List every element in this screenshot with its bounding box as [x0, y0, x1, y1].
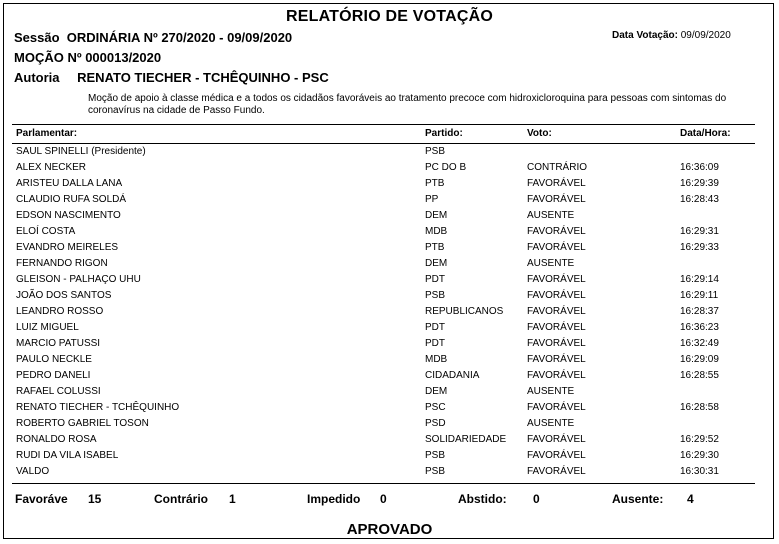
session-value: ORDINÁRIA Nº 270/2020 - 09/09/2020 — [66, 30, 293, 45]
cell-partido: PC DO B — [425, 162, 467, 173]
header-voto: Voto: — [527, 128, 552, 139]
authorship-label: Autoria — [14, 70, 60, 85]
total-favoravel-value: 15 — [88, 492, 102, 506]
header-bottom-rule — [12, 143, 755, 144]
cell-partido: PSB — [425, 290, 446, 301]
cell-partido: PTB — [425, 178, 445, 189]
cell-parlamentar: RAFAEL COLUSSI — [16, 386, 101, 397]
cell-parlamentar: ELOÍ COSTA — [16, 226, 76, 237]
cell-hora: 16:28:58 — [680, 402, 719, 413]
cell-parlamentar: RUDI DA VILA ISABEL — [16, 450, 119, 461]
table-row — [0, 242, 779, 258]
cell-hora: 16:36:23 — [680, 322, 719, 333]
cell-hora: 16:29:33 — [680, 242, 719, 253]
cell-voto: FAVORÁVEL — [527, 402, 586, 413]
cell-partido: PTB — [425, 242, 445, 253]
cell-hora: 16:29:30 — [680, 450, 719, 461]
table-row — [0, 226, 779, 242]
cell-parlamentar: RONALDO ROSA — [16, 434, 97, 445]
cell-parlamentar: MARCIO PATUSSI — [16, 338, 101, 349]
session-label: Sessão — [14, 30, 60, 45]
cell-partido: PSB — [425, 146, 446, 157]
cell-partido: CIDADANIA — [425, 370, 480, 381]
cell-partido: PSB — [425, 466, 446, 477]
cell-parlamentar: GLEISON - PALHAÇO UHU — [16, 274, 141, 285]
cell-partido: DEM — [425, 210, 448, 221]
table-row — [0, 178, 779, 194]
cell-partido: DEM — [425, 386, 448, 397]
cell-hora: 16:28:55 — [680, 370, 719, 381]
cell-voto: FAVORÁVEL — [527, 434, 586, 445]
cell-parlamentar: EVANDRO MEIRELES — [16, 242, 119, 253]
cell-parlamentar: SAUL SPINELLI (Presidente) — [16, 146, 146, 157]
vote-date-value: 09/09/2020 — [680, 30, 731, 41]
table-row — [0, 450, 779, 466]
table-row — [0, 146, 779, 162]
total-contrario-value: 1 — [229, 492, 236, 506]
table-row — [0, 306, 779, 322]
table-bottom-rule — [12, 483, 755, 484]
cell-parlamentar: LEANDRO ROSSO — [16, 306, 104, 317]
table-row — [0, 466, 779, 482]
total-abstido-label: Abstido: — [458, 492, 507, 506]
table-row — [0, 338, 779, 354]
cell-voto: FAVORÁVEL — [527, 178, 586, 189]
cell-hora: 16:29:52 — [680, 434, 719, 445]
cell-parlamentar: LUIZ MIGUEL — [16, 322, 79, 333]
table-row — [0, 386, 779, 402]
session-line — [14, 30, 292, 45]
total-impedido-label: Impedido — [307, 492, 361, 506]
cell-hora: 16:29:11 — [680, 290, 719, 301]
cell-voto: FAVORÁVEL — [527, 274, 586, 285]
cell-partido: PP — [425, 194, 439, 205]
cell-parlamentar: EDSON NASCIMENTO — [16, 210, 121, 221]
cell-voto: AUSENTE — [527, 418, 575, 429]
cell-voto: CONTRÁRIO — [527, 162, 587, 173]
cell-voto: AUSENTE — [527, 258, 575, 269]
cell-parlamentar: ARISTEU DALLA LANA — [16, 178, 123, 189]
cell-voto: FAVORÁVEL — [527, 306, 586, 317]
table-row — [0, 258, 779, 274]
cell-partido: DEM — [425, 258, 448, 269]
table-row — [0, 322, 779, 338]
total-abstido-value: 0 — [533, 492, 540, 506]
cell-partido: PSB — [425, 450, 446, 461]
cell-hora: 16:29:09 — [680, 354, 719, 365]
cell-parlamentar: RENATO TIECHER - TCHÊQUINHO — [16, 402, 180, 413]
result-status: APROVADO — [346, 521, 433, 538]
cell-hora: 16:28:43 — [680, 194, 719, 205]
cell-voto: FAVORÁVEL — [527, 242, 586, 253]
total-ausente-label: Ausente: — [612, 492, 664, 506]
cell-partido: MDB — [425, 354, 448, 365]
header-partido: Partido: — [425, 128, 463, 139]
motion-number: MOÇÃO Nº 000013/2020 — [14, 50, 162, 65]
table-row — [0, 354, 779, 370]
cell-voto: FAVORÁVEL — [527, 370, 586, 381]
cell-hora: 16:29:14 — [680, 274, 719, 285]
table-row — [0, 162, 779, 178]
cell-partido: PDT — [425, 322, 445, 333]
cell-hora: 16:28:37 — [680, 306, 719, 317]
header-parlamentar: Parlamentar: — [16, 128, 78, 139]
table-row — [0, 210, 779, 226]
table-row — [0, 434, 779, 450]
cell-parlamentar: PAULO NECKLE — [16, 354, 92, 365]
cell-voto: FAVORÁVEL — [527, 338, 586, 349]
cell-partido: REPUBLICANOS — [425, 306, 504, 317]
cell-hora: 16:29:39 — [680, 178, 719, 189]
table-row — [0, 402, 779, 418]
table-top-rule — [12, 124, 755, 125]
cell-parlamentar: JOÃO DOS SANTOS — [16, 290, 112, 301]
cell-voto: FAVORÁVEL — [527, 290, 586, 301]
cell-partido: PDT — [425, 338, 445, 349]
cell-partido: PDT — [425, 274, 445, 285]
vote-date — [612, 30, 731, 41]
cell-partido: PSD — [425, 418, 446, 429]
cell-partido: SOLIDARIEDADE — [425, 434, 507, 445]
cell-partido: MDB — [425, 226, 448, 237]
table-row — [0, 418, 779, 434]
vote-date-label: Data Votação: — [612, 30, 678, 41]
cell-parlamentar: ROBERTO GABRIEL TOSON — [16, 418, 149, 429]
motion-summary: Moção de apoio à classe médica e a todos os cidadãos favoráveis ao tratamento precoce com hidroxicloroquina para pessoas com sintomas do coronavírus na cidade de Passo Fundo. — [88, 93, 727, 116]
total-contrario-label: Contrário — [154, 492, 208, 506]
header-hora: Data/Hora: — [680, 128, 731, 139]
cell-voto: AUSENTE — [527, 386, 575, 397]
table-row — [0, 290, 779, 306]
cell-voto: FAVORÁVEL — [527, 450, 586, 461]
cell-voto: FAVORÁVEL — [527, 466, 586, 477]
report-title: RELATÓRIO DE VOTAÇÃO — [286, 8, 493, 25]
cell-parlamentar: FERNANDO RIGON — [16, 258, 108, 269]
cell-voto: AUSENTE — [527, 210, 575, 221]
cell-voto: FAVORÁVEL — [527, 322, 586, 333]
cell-parlamentar: VALDO — [16, 466, 50, 477]
cell-voto: FAVORÁVEL — [527, 226, 586, 237]
cell-parlamentar: PEDRO DANELI — [16, 370, 91, 381]
total-ausente-value: 4 — [687, 492, 694, 506]
cell-voto: FAVORÁVEL — [527, 194, 586, 205]
cell-partido: PSC — [425, 402, 446, 413]
cell-hora: 16:29:31 — [680, 226, 719, 237]
cell-voto: FAVORÁVEL — [527, 354, 586, 365]
cell-parlamentar: CLAUDIO RUFA SOLDÁ — [16, 194, 127, 205]
authorship-line — [14, 70, 329, 85]
total-impedido-value: 0 — [380, 492, 387, 506]
cell-hora: 16:30:31 — [680, 466, 719, 477]
table-row — [0, 274, 779, 290]
table-row — [0, 370, 779, 386]
cell-hora: 16:36:09 — [680, 162, 719, 173]
cell-hora: 16:32:49 — [680, 338, 719, 349]
cell-parlamentar: ALEX NECKER — [16, 162, 87, 173]
authorship-value: RENATO TIECHER - TCHÊQUINHO - PSC — [77, 70, 329, 85]
table-row — [0, 194, 779, 210]
total-favoravel-label: Favoráve — [15, 492, 68, 506]
